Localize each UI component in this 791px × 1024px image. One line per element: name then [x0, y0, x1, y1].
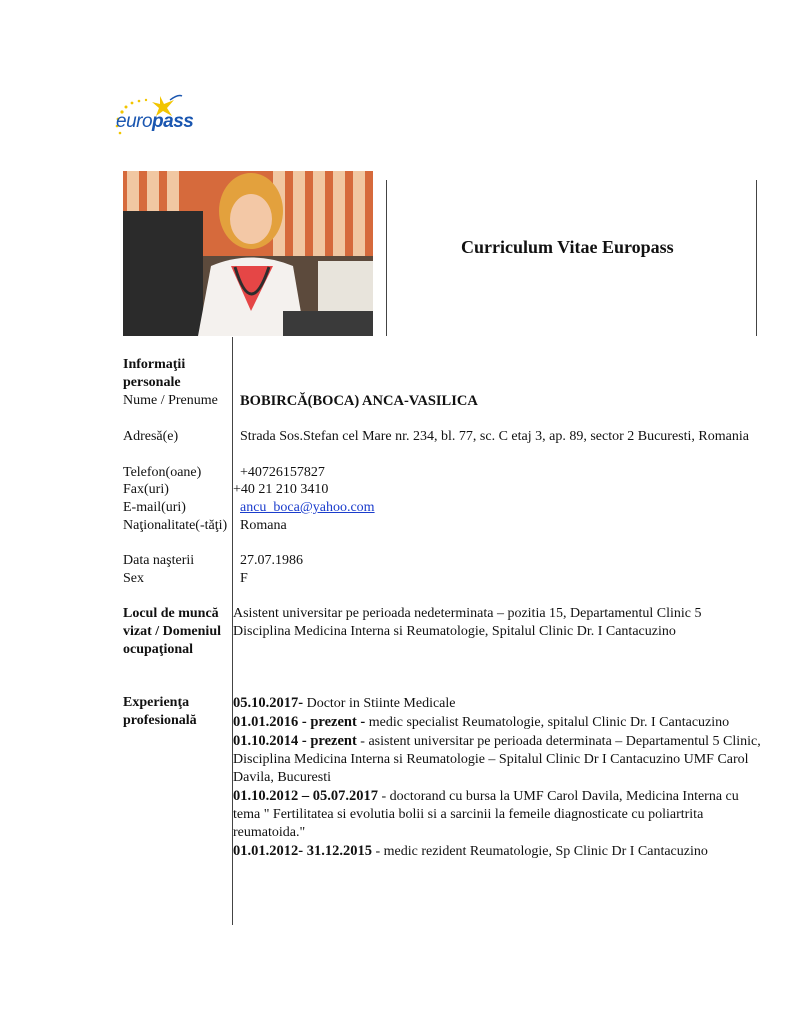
page-title: Curriculum Vitae Europass: [461, 237, 674, 257]
sex-label: Sex: [123, 571, 144, 586]
birth-date-value: 27.07.1986: [240, 553, 303, 568]
address-label: Adresă(e): [123, 429, 179, 444]
experience-text: medic specialist Reumatologie, spitalul Clinic Dr. I Cantacuzino: [365, 715, 730, 730]
header-right-rule: [756, 180, 757, 336]
experience-list: [233, 694, 761, 861]
birth-date-label: Data naşterii: [123, 553, 195, 568]
experience-item: [233, 694, 761, 713]
experience-text: - asistent universitar pe perioada determinata – Departamentul 5 Clinic, Disciplina Medicina Interna si Reumatologie – Spitalul Clinic Dr I Cantacuzino UMF Carol Davila, Bucuresti: [233, 734, 761, 785]
address-value: Strada Sos.Stefan cel Mare nr. 234, bl. 77, sc. C etaj 3, ap. 89, sector 2 Bucuresti, Romania: [240, 429, 749, 444]
fax-label: Fax(uri): [123, 482, 169, 497]
job-description: Asistent universitar pe perioada nedeterminata – pozitia 15, Departamentul Clinic 5 Disciplina Medicina Interna si Reumatologie, Spitalul Clinic Dr. I Cantacuzino: [233, 606, 702, 639]
experience-text: Doctor in Stiinte Medicale: [303, 696, 456, 711]
europass-wordmark: europass: [116, 111, 194, 132]
experience-item: [233, 787, 761, 842]
experience-section-label: Experienţa profesională: [123, 695, 197, 728]
phone-value: +40726157827: [240, 465, 325, 480]
job-section-label: Locul de muncă vizat / Domeniul ocupaţional: [123, 606, 221, 657]
experience-item: [233, 713, 761, 732]
experience-date: 05.10.2017-: [233, 695, 304, 711]
experience-text: - doctorand cu bursa la UMF Carol Davila, Medicina Interna cu tema " Fertilitatea si evolutia bolii si a sarcinii la femeile diagnosticate cu poliartrita reumatoida.": [233, 789, 739, 840]
experience-date: 01.01.2012- 31.12.2015: [233, 843, 372, 859]
email-label: E-mail(uri): [123, 500, 186, 515]
nationality-label: Naţionalitate(-tăţi): [123, 518, 228, 533]
phone-label: Telefon(oane): [123, 465, 202, 480]
experience-date: 01.10.2012 – 05.07.2017: [233, 788, 378, 804]
photo-divider: [386, 180, 387, 336]
email-link[interactable]: ancu_boca@yahoo.com: [240, 500, 375, 515]
experience-item: [233, 842, 761, 861]
profile-photo: [123, 171, 373, 336]
experience-date: 01.10.2014 - prezent: [233, 733, 357, 749]
experience-item: [233, 732, 761, 787]
sex-value: F: [240, 571, 248, 586]
name-label: Nume / Prenume: [123, 393, 218, 408]
experience-date: 01.01.2016 - prezent -: [233, 714, 366, 730]
fax-value: +40 21 210 3410: [233, 482, 329, 497]
personal-section-label: Informaţii personale: [123, 357, 186, 390]
nationality-value: Romana: [240, 518, 287, 533]
experience-text: - medic rezident Reumatologie, Sp Clinic Dr I Cantacuzino: [371, 844, 708, 859]
full-name: BOBIRCĂ(BOCA) ANCA-VASILICA: [240, 393, 478, 409]
